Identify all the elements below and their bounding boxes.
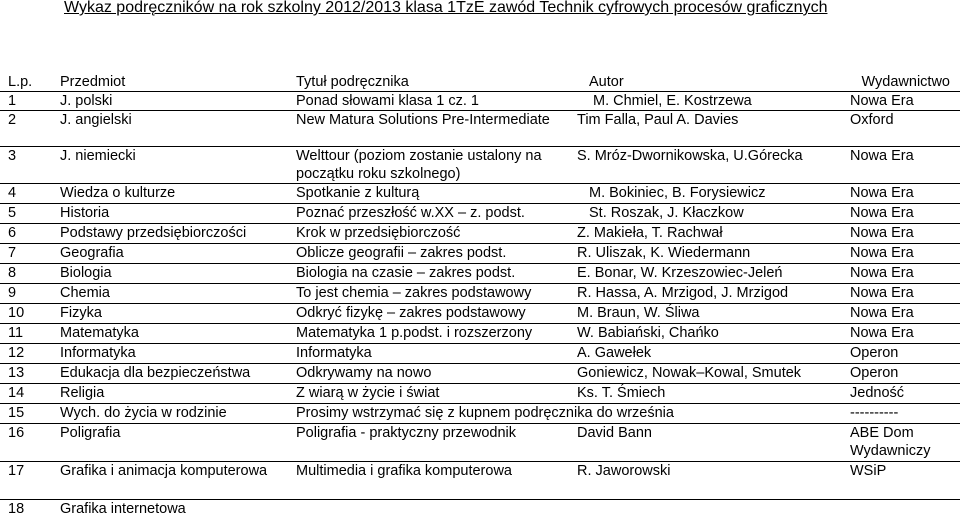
- cell-publisher: ABE Dom Wydawniczy: [850, 424, 960, 462]
- cell-title: New Matura Solutions Pre-Intermediate: [296, 111, 577, 147]
- cell-title: Welttour (poziom zostanie ustalony na początku roku szkolnego): [296, 147, 577, 184]
- cell-title: Spotkanie z kulturą: [296, 184, 577, 204]
- cell-publisher: ----------: [850, 404, 960, 424]
- cell-title: Odkrywamy na nowo: [296, 364, 577, 384]
- table-row: [0, 344, 960, 364]
- cell-lp: 3: [0, 147, 60, 184]
- cell-title: Poznać przeszłość w.XX – z. podst.: [296, 204, 577, 224]
- cell-author: David Bann: [577, 424, 850, 462]
- cell-subject: Podstawy przedsiębiorczości: [60, 224, 296, 244]
- cell-subject: Informatyka: [60, 344, 296, 364]
- cell-publisher: Nowa Era: [850, 92, 960, 111]
- cell-subject: Wiedza o kulturze: [60, 184, 296, 204]
- cell-lp: 2: [0, 111, 60, 147]
- table-row: [0, 244, 960, 264]
- table-row: [0, 147, 960, 184]
- cell-title: Z wiarą w życie i świat: [296, 384, 577, 404]
- cell-publisher: Oxford: [850, 111, 960, 147]
- table-row: [0, 324, 960, 344]
- cell-publisher: Operon: [850, 344, 960, 364]
- cell-author: A. Gawełek: [577, 344, 850, 364]
- cell-lp: 7: [0, 244, 60, 264]
- cell-publisher: [850, 500, 960, 520]
- cell-author: Tim Falla, Paul A. Davies: [577, 111, 850, 147]
- cell-author: Z. Makieła, T. Rachwał: [577, 224, 850, 244]
- header-subject: Przedmiot: [60, 73, 296, 92]
- cell-title: Ponad słowami klasa 1 cz. 1: [296, 92, 577, 111]
- header-title: Tytuł podręcznika: [296, 73, 577, 92]
- cell-lp: 14: [0, 384, 60, 404]
- cell-author: [577, 500, 850, 520]
- cell-subject: J. angielski: [60, 111, 296, 147]
- cell-lp: 8: [0, 264, 60, 284]
- cell-title: Oblicze geografii – zakres podst.: [296, 244, 577, 264]
- cell-publisher: Nowa Era: [850, 184, 960, 204]
- cell-subject: Edukacja dla bezpieczeństwa: [60, 364, 296, 384]
- cell-author: W. Babiański, Chańko: [577, 324, 850, 344]
- header-lp: L.p.: [0, 73, 60, 92]
- table-row: [0, 462, 960, 500]
- cell-publisher: Nowa Era: [850, 204, 960, 224]
- cell-subject: Poligrafia: [60, 424, 296, 462]
- cell-author: R. Hassa, A. Mrzigod, J. Mrzigod: [577, 284, 850, 304]
- table-row: [0, 184, 960, 204]
- cell-publisher: Nowa Era: [850, 264, 960, 284]
- table-row: [0, 364, 960, 384]
- cell-subject: Biologia: [60, 264, 296, 284]
- cell-title: To jest chemia – zakres podstawowy: [296, 284, 577, 304]
- table-row: [0, 92, 960, 111]
- cell-author: Ks. T. Śmiech: [577, 384, 850, 404]
- cell-publisher: Nowa Era: [850, 244, 960, 264]
- textbook-table: [0, 73, 960, 520]
- table-row: [0, 500, 960, 520]
- table-row: [0, 264, 960, 284]
- cell-lp: 15: [0, 404, 60, 424]
- cell-title: Prosimy wstrzymać się z kupnem podręcznika do września: [296, 404, 577, 424]
- cell-subject: Grafika internetowa: [60, 501, 186, 517]
- cell-lp: 10: [0, 304, 60, 324]
- cell-lp: 5: [0, 204, 60, 224]
- cell-publisher: Nowa Era: [850, 284, 960, 304]
- document-title: Wykaz podręczników na rok szkolny 2012/2013 klasa 1TzE zawód Technik cyfrowych procesów graficznych: [64, 0, 828, 16]
- cell-title: Poligrafia - praktyczny przewodnik: [296, 424, 577, 462]
- cell-subject: Historia: [60, 204, 296, 224]
- cell-publisher: WSiP: [850, 462, 960, 500]
- cell-author: E. Bonar, W. Krzeszowiec-Jeleń: [577, 264, 850, 284]
- cell-lp: 1: [0, 92, 60, 111]
- cell-lp: 18: [8, 501, 25, 517]
- cell-author: M. Braun, W. Śliwa: [577, 304, 850, 324]
- cell-publisher: Jedność: [850, 384, 960, 404]
- cell-title: Matematyka 1 p.podst. i rozszerzony: [296, 324, 577, 344]
- table-row: [0, 304, 960, 324]
- table-row: [0, 111, 960, 147]
- table-row: [0, 384, 960, 404]
- cell-lp: 13: [0, 364, 60, 384]
- cell-publisher: Operon: [850, 364, 960, 384]
- cell-title: Biologia na czasie – zakres podst.: [296, 264, 577, 284]
- cell-title: [296, 500, 577, 520]
- cell-subject: J. niemiecki: [60, 147, 296, 184]
- table-row: [0, 424, 960, 462]
- cell-title: Krok w przedsiębiorczość: [296, 224, 577, 244]
- cell-lp: 4: [0, 184, 60, 204]
- cell-subject: Religia: [60, 384, 296, 404]
- header-author: Autor: [577, 73, 850, 92]
- cell-author: M. Bokiniec, B. Forysiewicz: [577, 184, 850, 204]
- cell-publisher: Nowa Era: [850, 304, 960, 324]
- cell-author: R. Jaworowski: [577, 462, 850, 500]
- cell-lp: 11: [0, 324, 60, 344]
- cell-title: Odkryć fizykę – zakres podstawowy: [296, 304, 577, 324]
- cell-lp: 17: [0, 462, 60, 500]
- cell-subject: Fizyka: [60, 304, 296, 324]
- cell-subject: Geografia: [60, 244, 296, 264]
- cell-title: Multimedia i grafika komputerowa: [296, 462, 577, 500]
- cell-subject: Grafika i animacja komputerowa: [60, 462, 296, 500]
- table-header-row: [0, 73, 960, 92]
- cell-subject: Wych. do życia w rodzinie: [60, 404, 296, 424]
- table-row: [0, 224, 960, 244]
- cell-lp: 16: [0, 424, 60, 462]
- cell-author: R. Uliszak, K. Wiedermann: [577, 244, 850, 264]
- table-row: [0, 204, 960, 224]
- cell-author: S. Mróz-Dwornikowska, U.Górecka: [577, 147, 850, 184]
- cell-lp: 12: [0, 344, 60, 364]
- cell-lp: 9: [0, 284, 60, 304]
- cell-lp: 6: [0, 224, 60, 244]
- cell-author: St. Roszak, J. Kłaczkow: [577, 204, 850, 224]
- cell-publisher: Nowa Era: [850, 147, 960, 184]
- table-row: [0, 404, 960, 424]
- cell-author: Goniewicz, Nowak–Kowal, Smutek: [577, 364, 850, 384]
- cell-subject: J. polski: [60, 92, 296, 111]
- cell-subject: Matematyka: [60, 324, 296, 344]
- table-row: [0, 284, 960, 304]
- cell-publisher: Nowa Era: [850, 224, 960, 244]
- cell-author: M. Chmiel, E. Kostrzewa: [577, 92, 850, 111]
- cell-subject: Chemia: [60, 284, 296, 304]
- cell-publisher: Nowa Era: [850, 324, 960, 344]
- cell-title: Informatyka: [296, 344, 577, 364]
- header-publisher: Wydawnictwo: [850, 73, 960, 92]
